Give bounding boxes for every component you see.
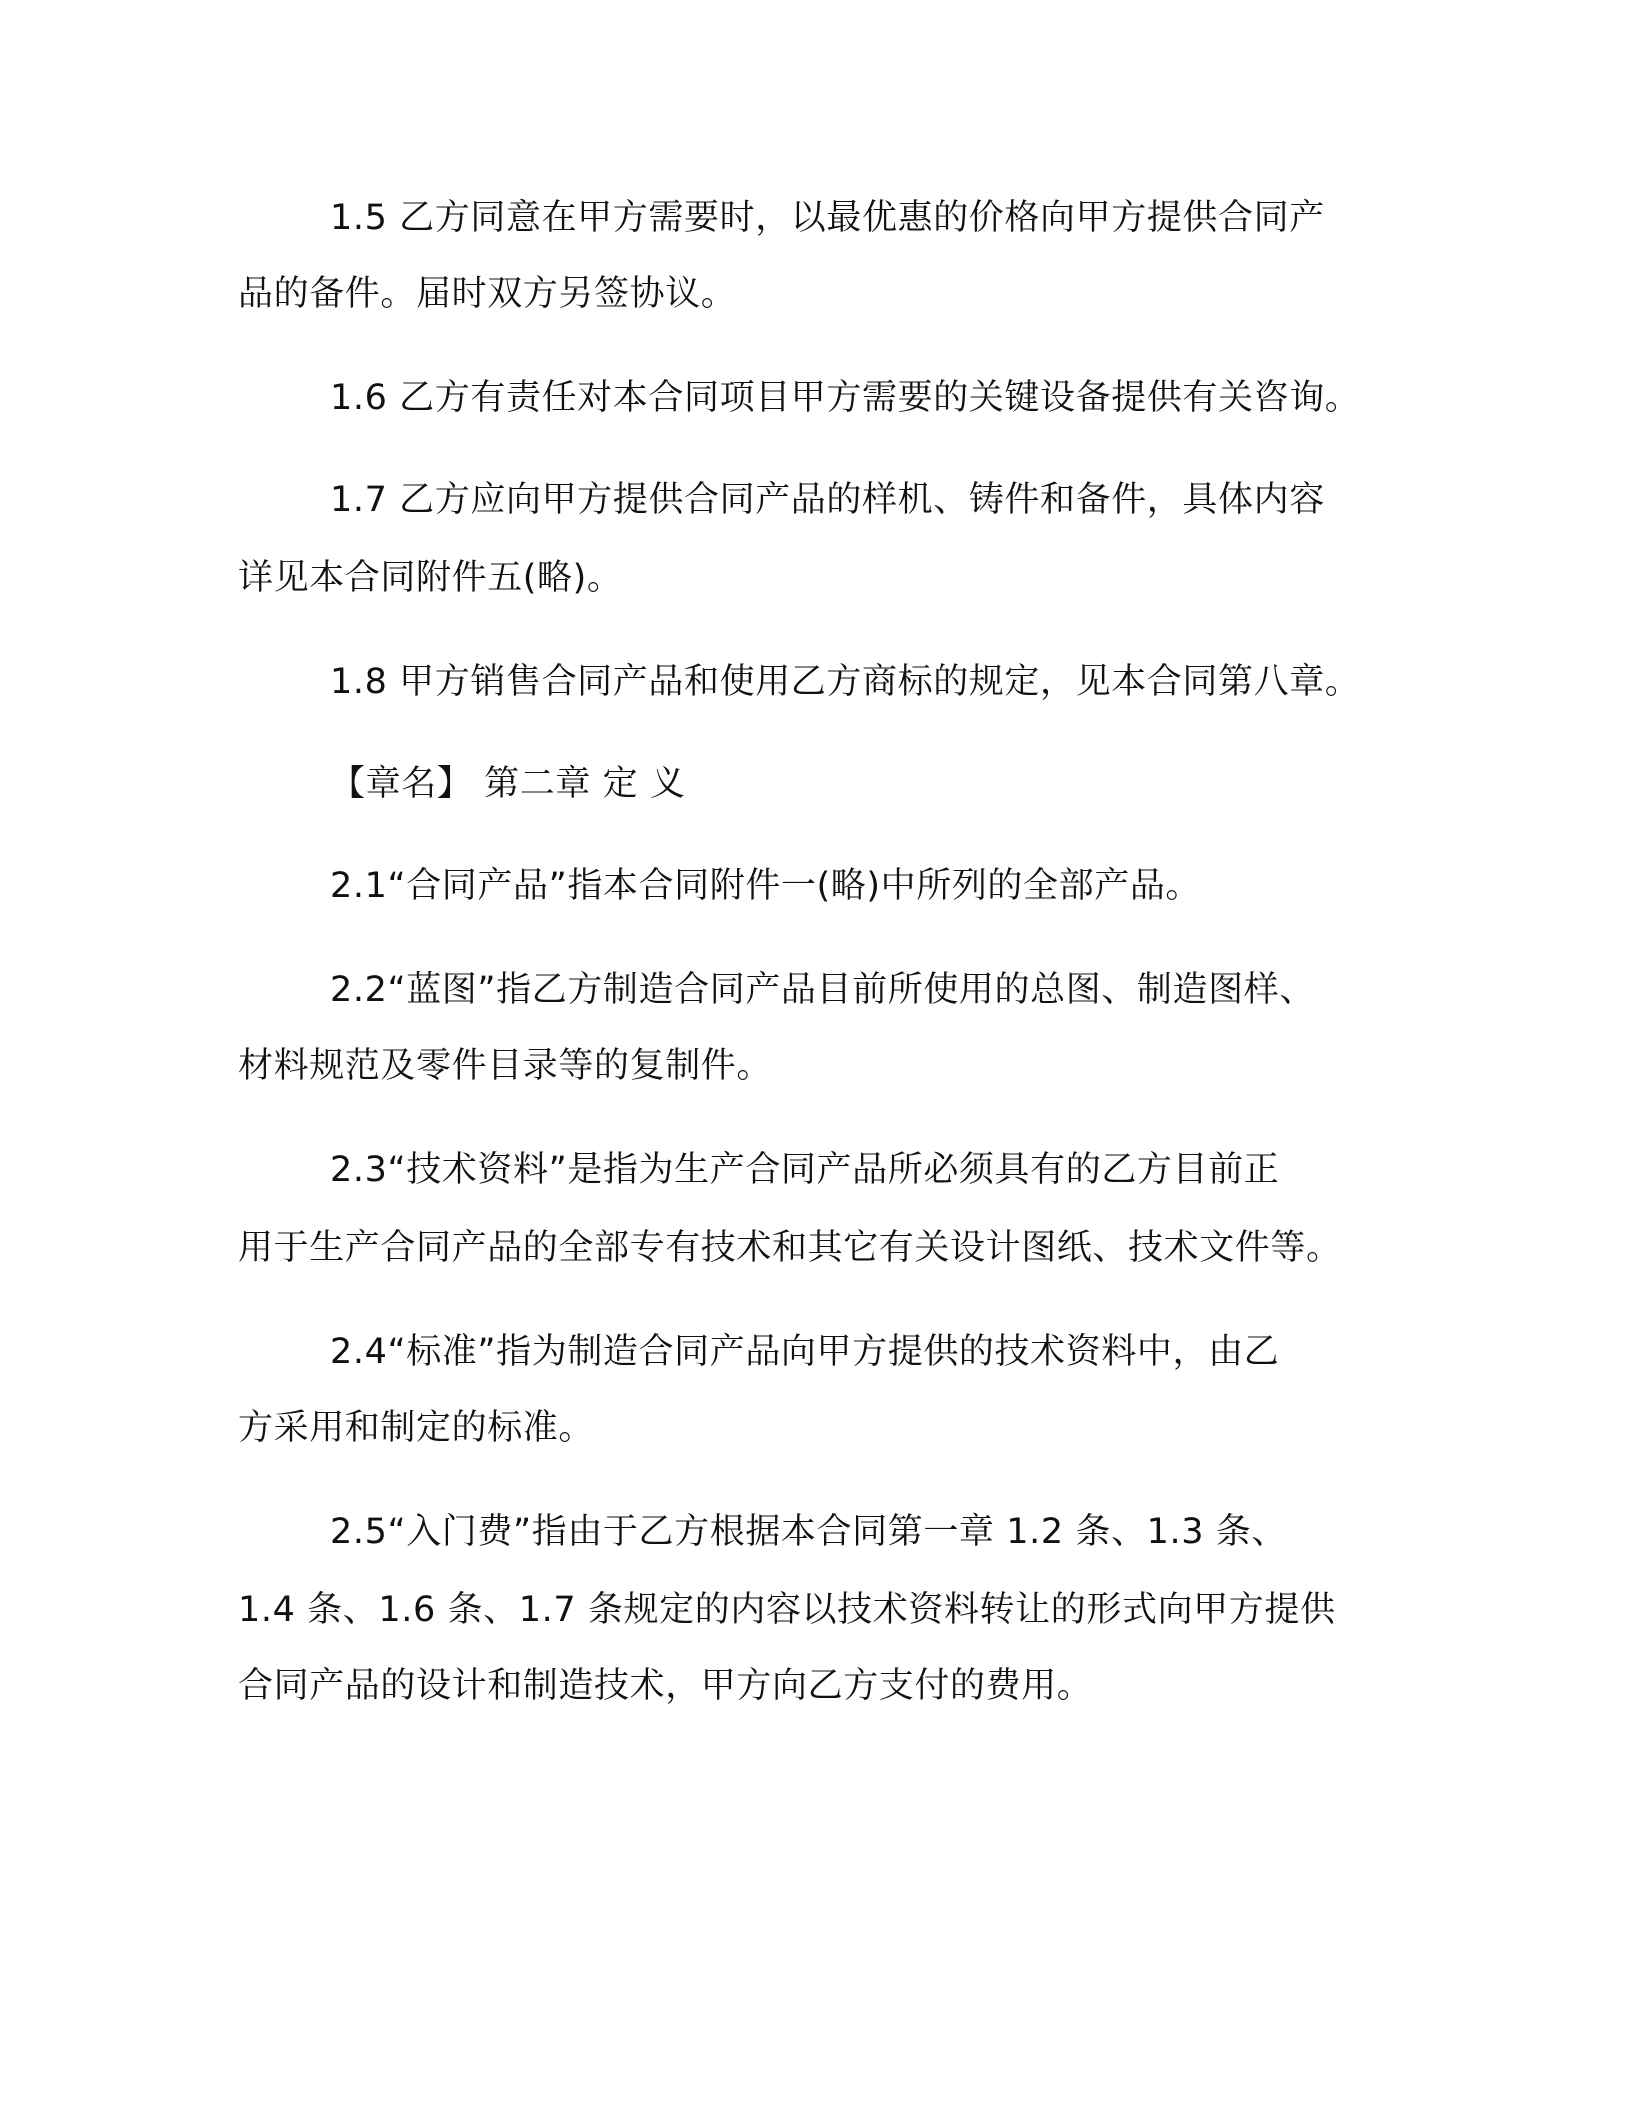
- clause-1-6-line-1: 1.6 乙方有责任对本合同项目甲方需要的关键设备提供有关咨询。: [330, 378, 1361, 418]
- clause-2-3-line-1: 2.3“技术资料”是指为生产合同产品所必须具有的乙方目前正: [330, 1150, 1280, 1190]
- chapter-heading: 【章名】 第二章 定 义: [330, 764, 686, 804]
- clause-2-1-line-1: 2.1“合同产品”指本合同附件一(略)中所列的全部产品。: [330, 866, 1202, 906]
- clause-2-4-line-1: 2.4“标准”指为制造合同产品向甲方提供的技术资料中，由乙: [330, 1332, 1280, 1372]
- clause-1-7-line-2: 详见本合同附件五(略)。: [238, 558, 623, 598]
- clause-1-5-line-1: 1.5 乙方同意在甲方需要时，以最优惠的价格向甲方提供合同产: [330, 198, 1325, 238]
- clause-1-7-line-1: 1.7 乙方应向甲方提供合同产品的样机、铸件和备件，具体内容: [330, 480, 1325, 520]
- clause-2-3-line-2: 用于生产合同产品的全部专有技术和其它有关设计图纸、技术文件等。: [238, 1228, 1342, 1268]
- clause-1-8-line-1: 1.8 甲方销售合同产品和使用乙方商标的规定，见本合同第八章。: [330, 662, 1361, 702]
- clause-2-2-line-2: 材料规范及零件目录等的复制件。: [238, 1046, 773, 1086]
- clause-1-5-line-2: 品的备件。届时双方另签协议。: [238, 274, 737, 314]
- clause-2-2-line-1: 2.2“蓝图”指乙方制造合同产品目前所使用的总图、制造图样、: [330, 970, 1315, 1010]
- clause-2-5-line-3: 合同产品的设计和制造技术，甲方向乙方支付的费用。: [238, 1666, 1093, 1706]
- clause-2-4-line-2: 方采用和制定的标准。: [238, 1408, 595, 1448]
- clause-2-5-line-1: 2.5“入门费”指由于乙方根据本合同第一章 1.2 条、1.3 条、: [330, 1512, 1288, 1552]
- clause-2-5-line-2: 1.4 条、1.6 条、1.7 条规定的内容以技术资料转让的形式向甲方提供: [238, 1590, 1336, 1630]
